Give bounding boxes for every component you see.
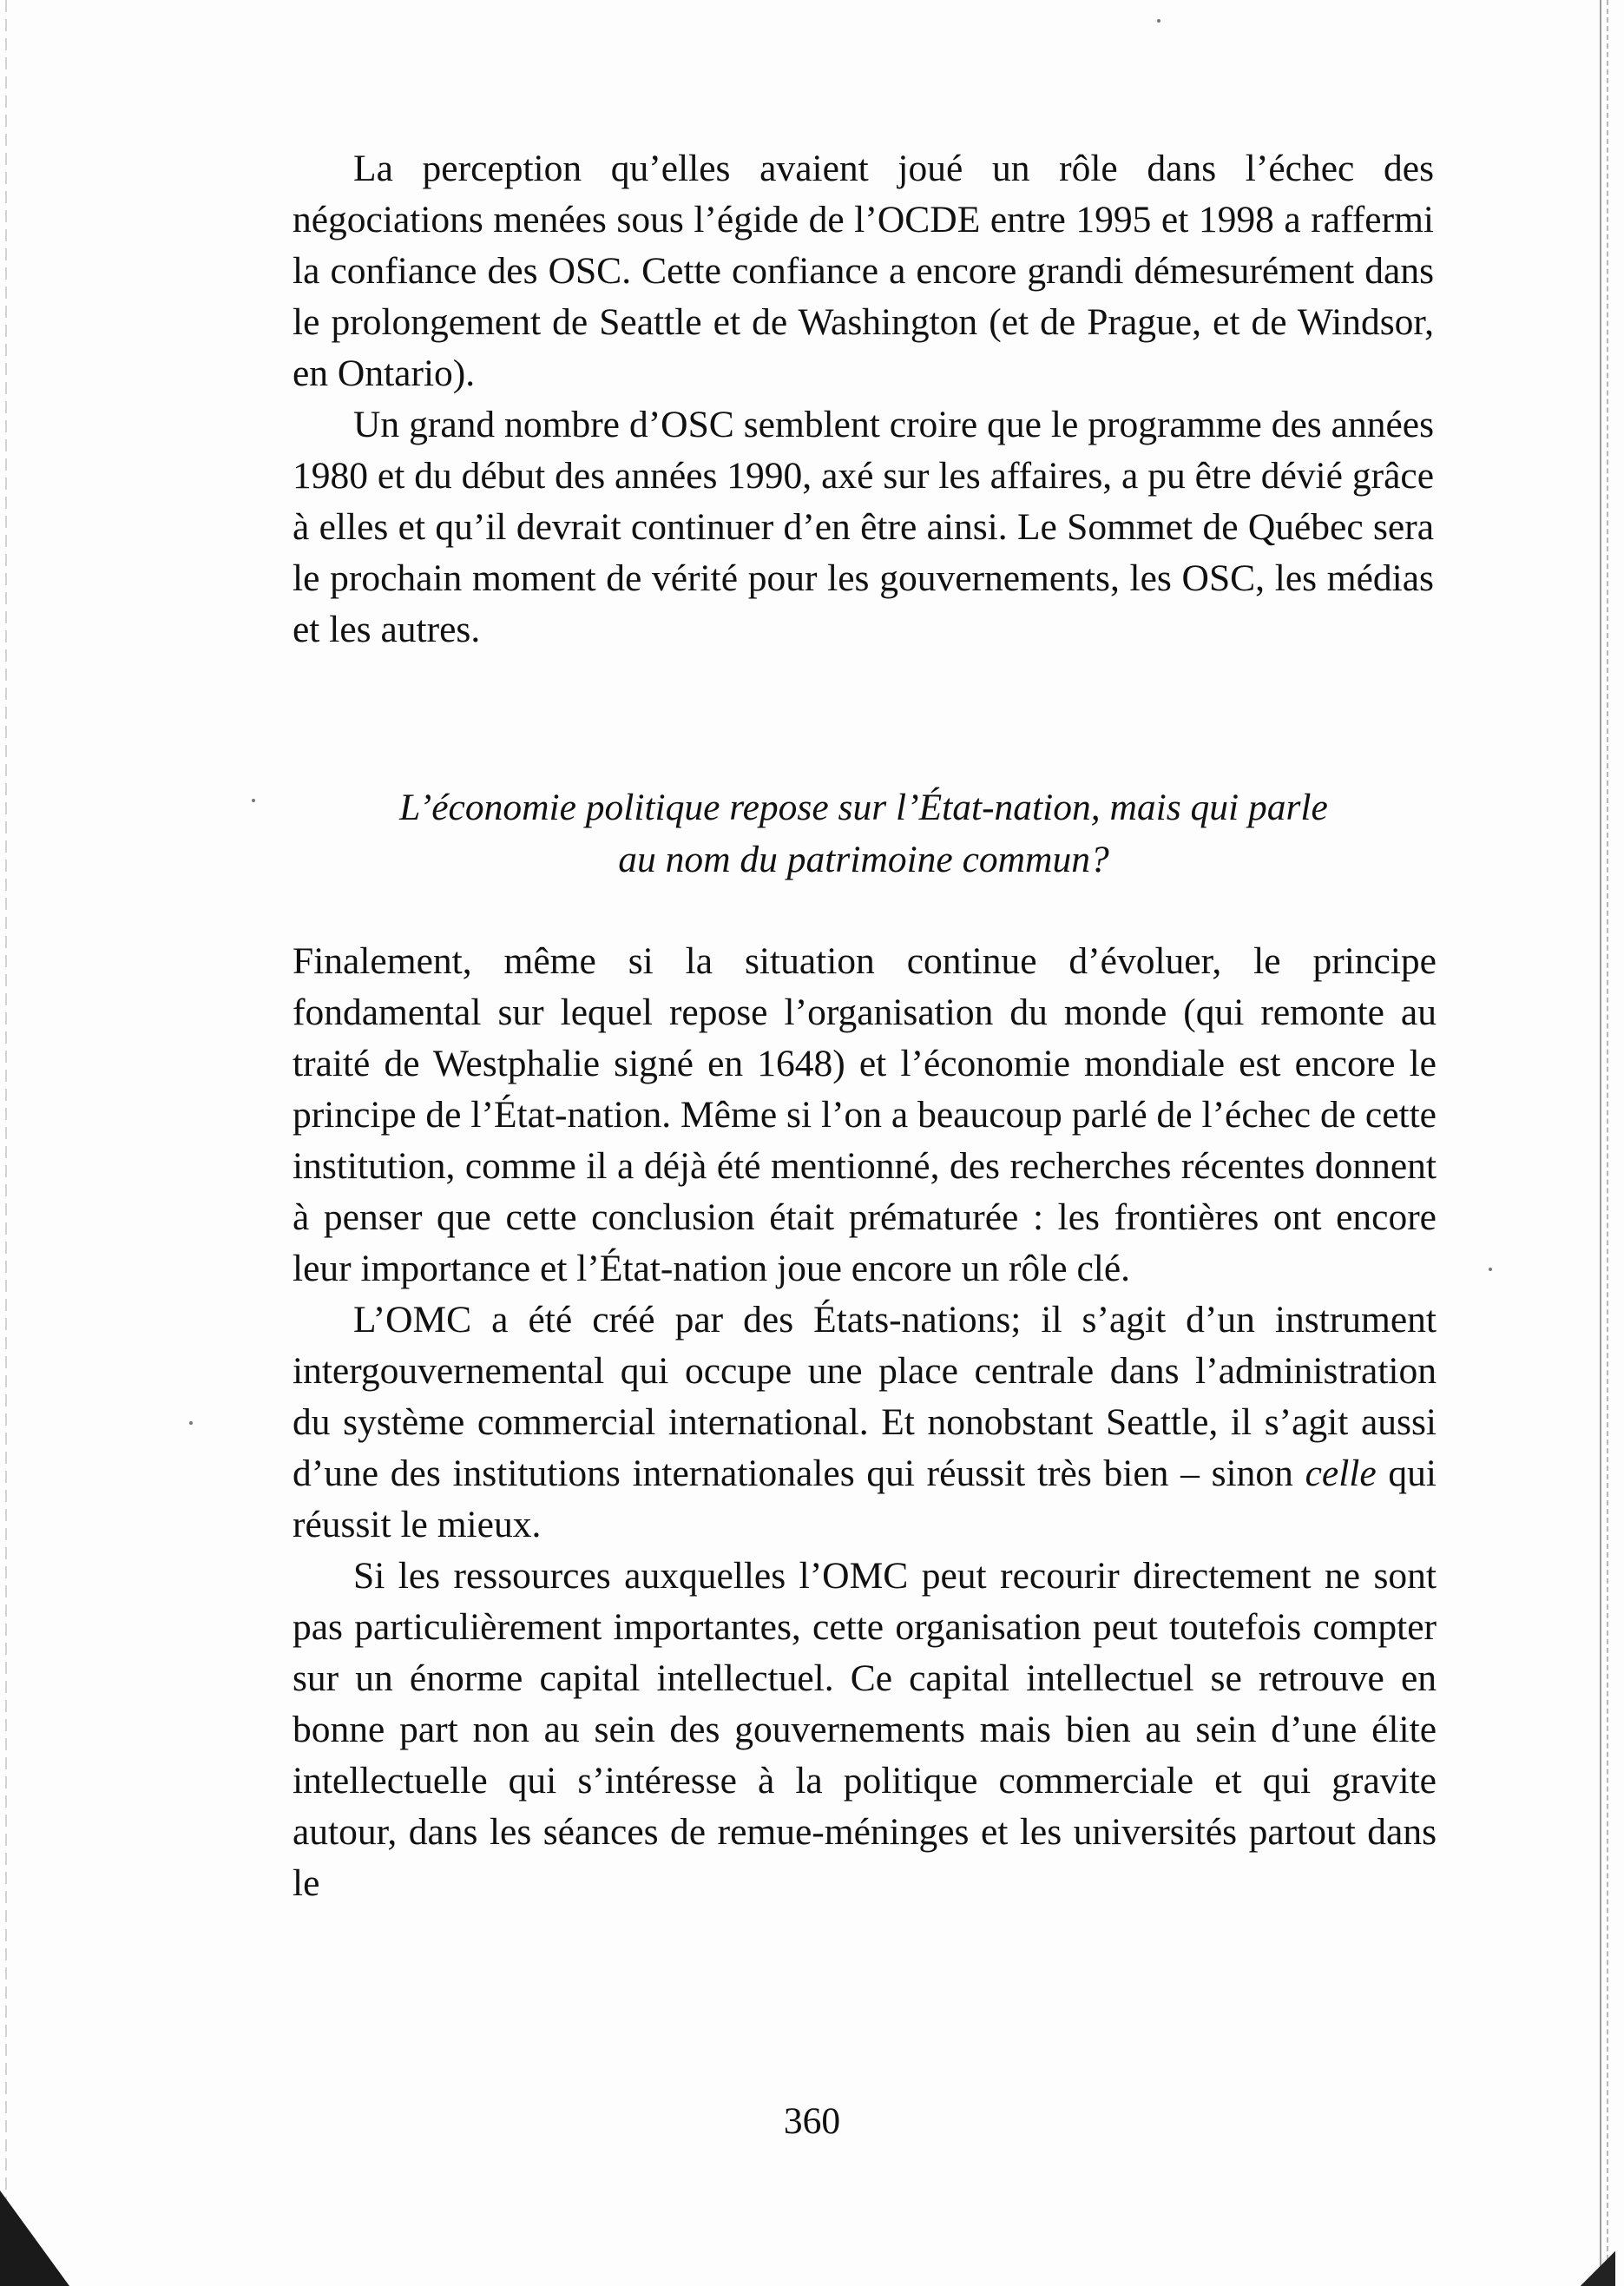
paragraph: Si les ressources auxquelles l’OMC peut recourir directement ne sont pas particulièrement importantes, cette organisation peut toutefois compter sur un énorme capital intellectuel. Ce capital intellectuel se retrouve en bonne part non au sein des gouvernements mais bien au sein d’une élite intellectuelle qui s’intéresse à la politique commerciale et qui gravite autour, dans les séances de remue-méninges et les universités partout dans le <box>293 1555 1437 1904</box>
paragraph-text: L’OMC a été créé par des États-nations; il s’agit d’un instrument intergouvernemental qui occupe une place centrale dans l’administration du système commercial international. Et nonobstant Seattle, il s’agit aussi d’une des institutions internationales qui réussit très bien – sinon <box>293 1299 1437 1494</box>
scan-edge-left <box>5 0 7 2286</box>
section-heading <box>260 781 1467 886</box>
scan-speck <box>189 1421 193 1425</box>
section-heading-line: au nom du patrimoine commun? <box>618 839 1109 880</box>
section-heading-line: L’économie politique repose sur l’État-nation, mais qui parle <box>399 787 1328 828</box>
scan-speck <box>1157 19 1160 23</box>
scan-speck <box>1489 1268 1492 1271</box>
paragraph-text: qui réussit le mieux. <box>293 1453 1437 1545</box>
page-number: 360 <box>783 2100 841 2142</box>
paragraph: Un grand nombre d’OSC semblent croire que le programme des années 1980 et du début des années 1990, axé sur les affaires, a pu être dévié grâce à elles et qu’il devrait continuer d’en être ainsi. Le Sommet de Québec sera le prochain moment de vérité pour les gouvernements, les OSC, les médias et les autres. <box>293 404 1434 650</box>
scan-speck <box>252 799 255 802</box>
body-text-top <box>293 143 1434 655</box>
scan-edge-right <box>1600 0 1608 2286</box>
emphasized-word: celle <box>1305 1453 1377 1494</box>
scan-corner-shadow <box>0 2190 69 2286</box>
paragraph <box>293 1295 1437 1551</box>
scan-corner-shadow-right <box>1581 2251 1615 2286</box>
body-text-bottom <box>293 936 1437 1909</box>
paragraph: La perception qu’elles avaient joué un rôle dans l’échec des négociations menées sous l’égide de l’OCDE entre 1995 et 1998 a raffermi la confiance des OSC. Cette confiance a encore grandi démesurément dans le prolongement de Seattle et de Washington (et de Prague, et de Windsor, en Ontario). <box>293 148 1434 394</box>
paragraph: Finalement, même si la situation continue d’évoluer, le principe fondamental sur lequel repose l’organisation du monde (qui remonte au traité de Westphalie signé en 1648) et l’économie mondiale est encore le principe de l’État-nation. Même si l’on a beaucoup parlé de l’échec de cette institution, comme il a déjà été mentionné, des recherches récentes donnent à penser que cette conclusion était prématurée : les frontières ont encore leur importance et l’État-nation joue encore un rôle clé. <box>293 940 1437 1289</box>
